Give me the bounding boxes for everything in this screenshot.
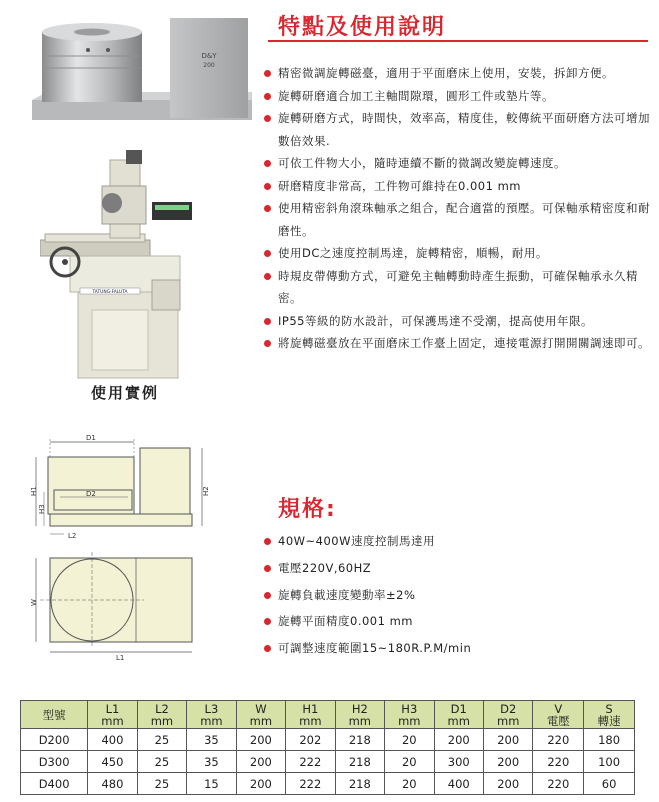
title-divider [268, 40, 648, 42]
table-cell: 180 [584, 729, 635, 751]
table-cell: 25 [137, 751, 186, 773]
col-header: S 轉速 [584, 701, 635, 729]
table-cell: 300 [434, 751, 483, 773]
table-cell: 400 [434, 773, 483, 795]
label-l1: L1 [116, 654, 125, 662]
table-cell: 20 [385, 773, 434, 795]
dimension-drawings [20, 430, 220, 670]
table-cell: 200 [483, 729, 532, 751]
table-cell: 400 [88, 729, 137, 751]
table-cell: 480 [88, 773, 137, 795]
table-row [21, 773, 635, 795]
table-cell: 220 [533, 751, 584, 773]
table-cell: 200 [483, 751, 532, 773]
list-item: 40W~400W速度控制馬達用 [264, 528, 654, 555]
grinding-machine-photo [40, 140, 200, 380]
col-header: V 電壓 [533, 701, 584, 729]
table-cell: 25 [137, 773, 186, 795]
photo-caption: 使用實例 [90, 384, 159, 402]
list-item: 可依工件物大小，隨時連續不斷的微調改變旋轉速度。 [264, 152, 654, 175]
label-w: W [30, 599, 38, 606]
model-cell: D200 [21, 729, 88, 751]
features-list [264, 62, 654, 355]
list-item: 旋轉負載速度變動率±2% [264, 582, 654, 609]
table-body [21, 729, 635, 795]
col-header: H1 mm [286, 701, 335, 729]
table-cell: 218 [335, 751, 384, 773]
label-h1: H1 [30, 486, 38, 496]
list-item: 旋轉平面精度0.001 mm [264, 608, 654, 635]
table-cell: 200 [236, 773, 285, 795]
col-header: D1 mm [434, 701, 483, 729]
model-cell: D300 [21, 751, 88, 773]
table-cell: 35 [187, 751, 236, 773]
table-header-row [21, 701, 635, 729]
list-item: 可調整速度範圍15~180R.P.M/min [264, 635, 654, 662]
model-cell: D400 [21, 773, 88, 795]
table-cell: 200 [236, 729, 285, 751]
table-cell: 202 [286, 729, 335, 751]
table-cell: 218 [335, 773, 384, 795]
list-item: 使用DC之速度控制馬達，旋轉精密，順暢，耐用。 [264, 242, 654, 265]
brand-label: D&Y [201, 52, 217, 60]
list-item: 旋轉研磨適合加工主軸間隙環，圓形工件或墊片等。 [264, 85, 654, 108]
specs-title: 規格: [278, 497, 337, 522]
label-d1: D1 [86, 434, 96, 442]
table-cell: 15 [187, 773, 236, 795]
table-cell: 222 [286, 773, 335, 795]
col-header: L2 mm [137, 701, 186, 729]
table-cell: 35 [187, 729, 236, 751]
label-h2: H2 [202, 486, 210, 496]
table-cell: 20 [385, 729, 434, 751]
list-item: 精密微調旋轉磁臺，適用于平面磨床上使用，安裝，拆卸方便。 [264, 62, 654, 85]
label-d2: D2 [86, 490, 96, 498]
table-cell: 200 [236, 751, 285, 773]
spec-table [20, 700, 635, 795]
list-item: 將旋轉磁臺放在平面磨床工作臺上固定，連接電源打開開關調速即可。 [264, 332, 654, 355]
table-cell: 218 [335, 729, 384, 751]
list-item: 電壓220V,60HZ [264, 555, 654, 582]
col-header: H2 mm [335, 701, 384, 729]
model-label: 200 [203, 62, 215, 69]
table-row [21, 751, 635, 773]
rotary-table-photo [22, 8, 257, 128]
table-cell: 100 [584, 751, 635, 773]
list-item: 研磨精度非常高，工件物可維持在0.001 mm [264, 175, 654, 198]
features-title: 特點及使用說明 [278, 15, 447, 40]
list-item: 時規皮帶傳動方式，可避免主軸轉動時產生振動，可確保軸承永久精密。 [264, 265, 654, 310]
list-item: 使用精密斜角滾珠軸承之組合，配合適當的預壓。可保軸承精密度和耐磨性。 [264, 197, 654, 242]
table-row [21, 729, 635, 751]
table-cell: 200 [483, 773, 532, 795]
table-cell: 222 [286, 751, 335, 773]
table-cell: 450 [88, 751, 137, 773]
col-header: W mm [236, 701, 285, 729]
table-cell: 20 [385, 751, 434, 773]
col-header: D2 mm [483, 701, 532, 729]
table-cell: 60 [584, 773, 635, 795]
table-cell: 200 [434, 729, 483, 751]
table-cell: 25 [137, 729, 186, 751]
list-item: 旋轉研磨方式，時間快，效率高，精度佳，較傳統平面研磨方法可增加數倍效果. [264, 107, 654, 152]
label-l2: L2 [68, 532, 77, 540]
list-item: IP55等級的防水設計，可保護馬達不受潮，提高使用年限。 [264, 310, 654, 333]
table-cell: 220 [533, 729, 584, 751]
table-cell: 220 [533, 773, 584, 795]
col-header: L3 mm [187, 701, 236, 729]
col-header: 型號 [21, 701, 88, 729]
col-header: L1 mm [88, 701, 137, 729]
machine-brand-label: TATUNG-FALUTA [92, 290, 128, 295]
specs-list [264, 528, 654, 662]
col-header: H3 mm [385, 701, 434, 729]
label-h3: H3 [38, 504, 46, 514]
